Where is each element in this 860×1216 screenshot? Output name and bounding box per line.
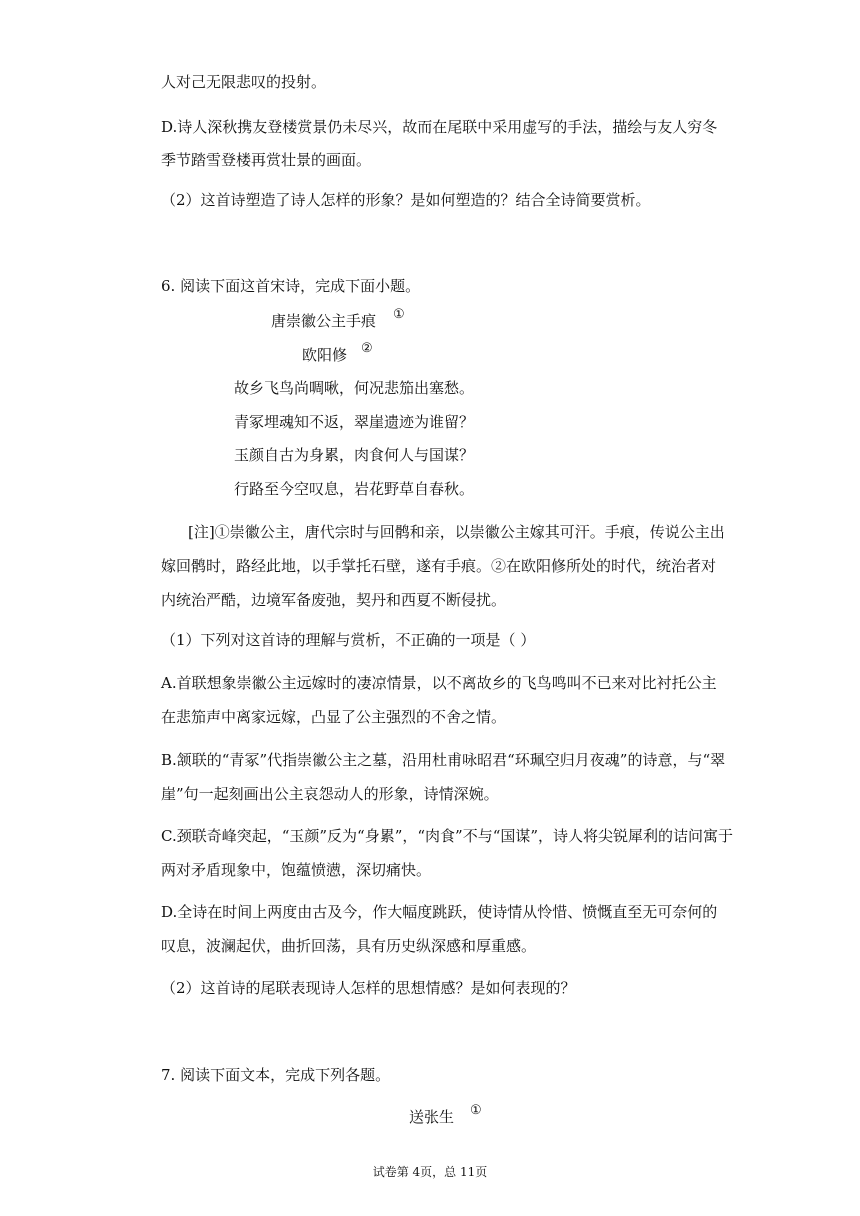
poem-author: 欧阳修 xyxy=(302,346,348,364)
question-7-heading: 7. 阅读下面文本，完成下列各题。 xyxy=(161,1066,391,1084)
footnote-mark-3: ① xyxy=(470,1103,482,1118)
poem-line-2: 青冢埋魂知不返，翠崖遗迹为谁留？ xyxy=(234,413,475,431)
option-d2-line-2: 叹息，波澜起伏，曲折回荡，具有历史纵深感和厚重感。 xyxy=(161,937,537,955)
page-footer: 试卷第 4页，总 11页 xyxy=(372,1165,488,1179)
text-line: 人对己无限悲叹的投射。 xyxy=(161,73,327,91)
note-line-2: 嫁回鹘时，路经此地，以手掌托石壁，遂有手痕。②在欧阳修所处的时代，统治者对 xyxy=(161,557,717,575)
section-title: 送张生 xyxy=(409,1108,455,1126)
question-6-heading: 6. 阅读下面这首宋诗，完成下面小题。 xyxy=(161,277,421,295)
question-1-text: （1）下列对这首诗的理解与赏析，不正确的一项是（ ） xyxy=(161,631,536,649)
option-a-line-2: 在悲笳声中离家远嫁，凸显了公主强烈的不舍之情。 xyxy=(161,708,507,726)
option-a-line-1: A.首联想象崇徽公主远嫁时的凄凉情景，以不离故乡的飞鸟鸣叫不已来对比衬托公主 xyxy=(161,674,717,692)
option-d2-line-1: D.全诗在时间上两度由古及今，作大幅度跳跃，使诗情从怜惜、愤慨直至无可奈何的 xyxy=(161,903,718,921)
note-line-3: 内统治严酷，边境军备废弛，契丹和西夏不断侵扰。 xyxy=(161,591,507,609)
poem-line-3: 玉颜自古为身累，肉食何人与国谋？ xyxy=(234,446,475,464)
note-line-1: [注]①崇徽公主，唐代宗时与回鹘和亲，以崇徽公主嫁其可汗。手痕，传说公主出 xyxy=(188,523,725,541)
option-d-line-1: D.诗人深秋携友登楼赏景仍未尽兴，故而在尾联中采用虚写的手法，描绘与友人穷冬 xyxy=(161,118,718,136)
question-2-text: （2）这首诗塑造了诗人怎样的形象？是如何塑造的？结合全诗简要赏析。 xyxy=(161,191,651,209)
option-c-line-2: 两对矛盾现象中，饱蕴愤懑，深切痛快。 xyxy=(161,861,432,879)
option-b-line-2: 崖”句一起刻画出公主哀怨动人的形象，诗情深婉。 xyxy=(161,785,499,803)
footnote-mark-1: ① xyxy=(393,307,405,322)
poem-title: 唐崇徽公主手痕 xyxy=(271,312,377,330)
option-b-line-1: B.颔联的“青冢”代指崇徽公主之墓，沿用杜甫咏昭君“环珮空归月夜魂”的诗意，与“翠 xyxy=(161,751,726,769)
footnote-mark-2: ② xyxy=(361,341,373,356)
option-d-line-2: 季节踏雪登楼再赏壮景的画面。 xyxy=(161,151,372,169)
poem-line-1: 故乡飞鸟尚啁啾，何况悲笳出塞愁。 xyxy=(234,379,475,397)
poem-line-4: 行路至今空叹息，岩花野草自春秋。 xyxy=(234,480,475,498)
option-c-line-1: C.颈联奇峰突起，“玉颜”反为“身累”，“肉食”不与“国谋”，诗人将尖锐犀利的诘问寓于 xyxy=(161,827,734,845)
question-2b-text: （2）这首诗的尾联表现诗人怎样的思想情感？是如何表现的？ xyxy=(161,979,576,997)
